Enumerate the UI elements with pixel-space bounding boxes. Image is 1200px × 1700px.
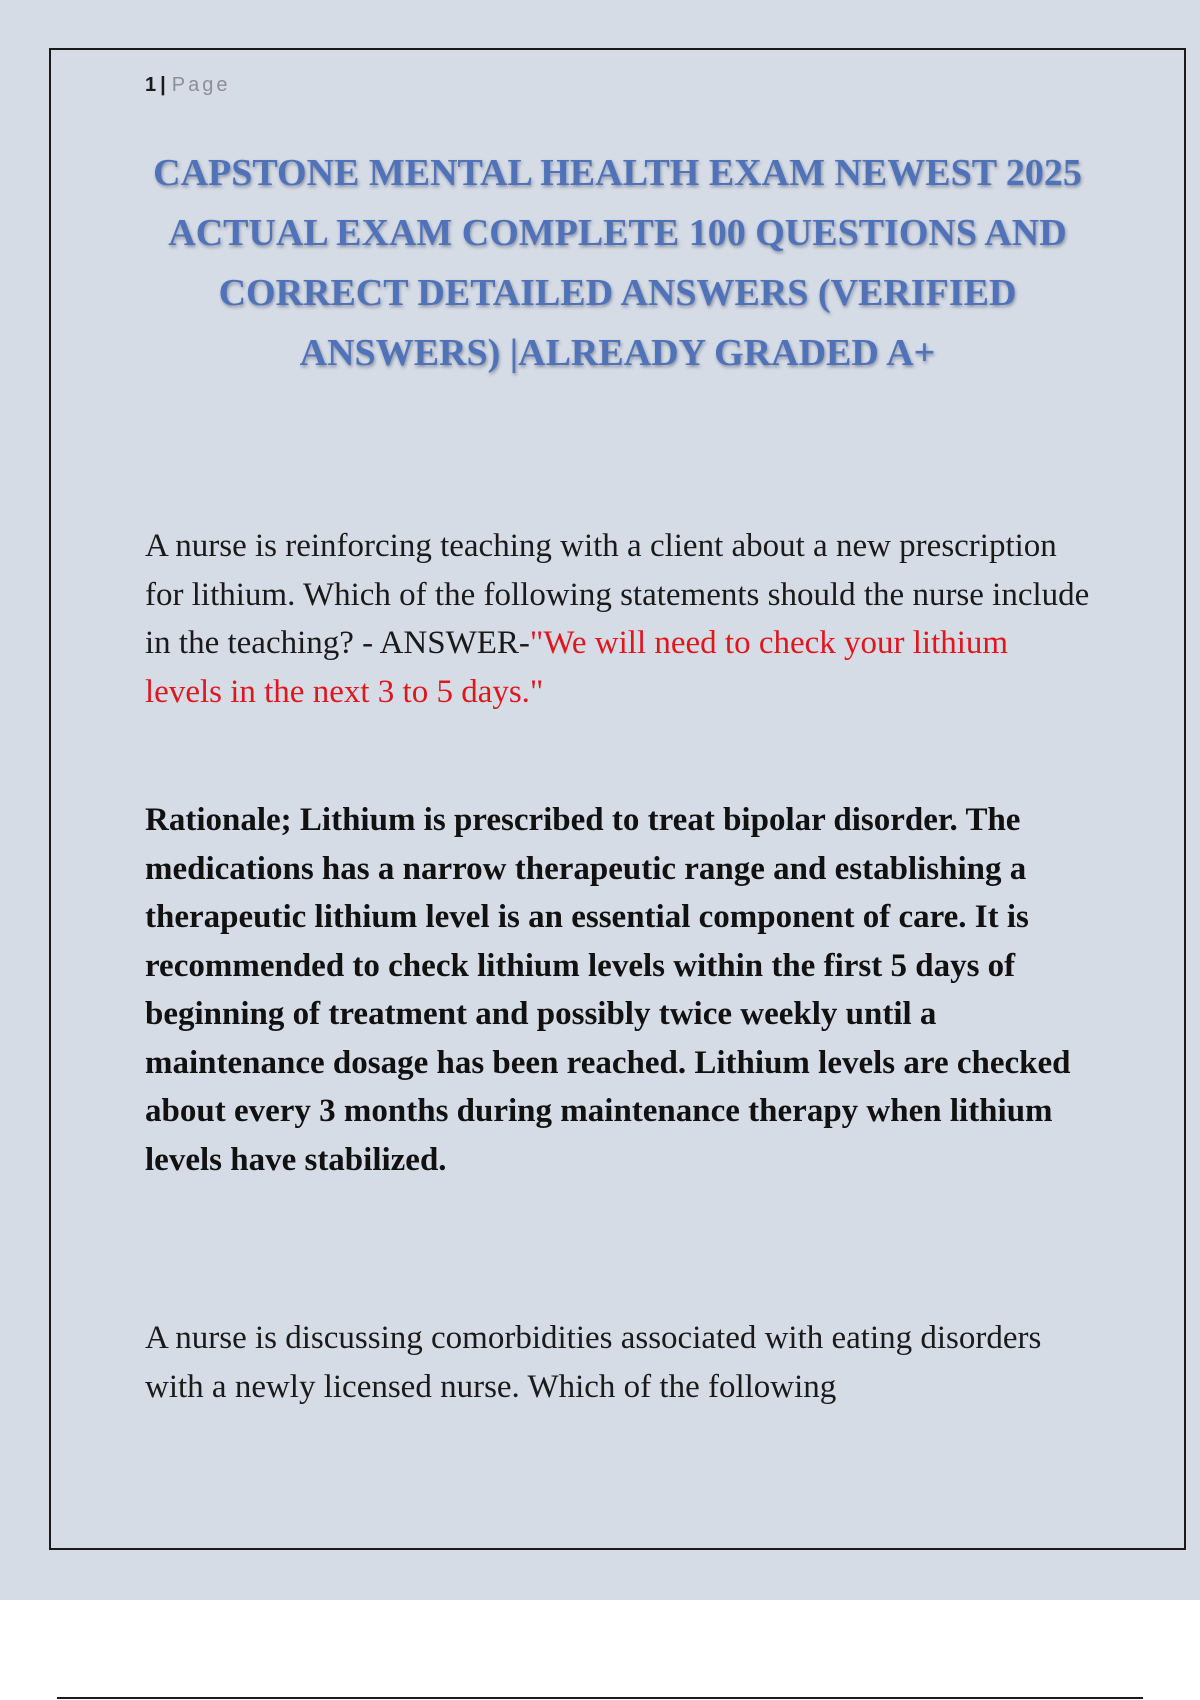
question-1-text: A nurse is reinforcing teaching with a client about a new prescription for lithium. Which of the following statements should the nurse include in the teaching? - ANSWER-	[145, 528, 1090, 661]
page-separator: |	[160, 74, 166, 96]
page-label: Page	[171, 74, 231, 96]
question-1	[145, 522, 1090, 716]
document-title: CAPSTONE MENTAL HEALTH EXAM NEWEST 2025 ACTUAL EXAM COMPLETE 100 QUESTIONS AND CORRECT DETAILED ANSWERS (VERIFIED ANSWERS) |ALREADY GRADED A+	[153, 152, 1082, 374]
page-number: 1	[145, 74, 157, 96]
page-number-header	[145, 74, 230, 97]
question-2	[145, 1314, 1090, 1411]
question-1-rationale: Rationale; Lithium is prescribed to treat bipolar disorder. The medications has a narrow therapeutic range and establishing a therapeutic lithium level is an essential component of care. It is recommended to check lithium levels within the first 5 days of beginning of treatment and possibly twice weekly until a maintenance dosage has been reached. Lithium levels are checked about every 3 months during maintenance therapy when lithium levels have stabilized.	[145, 802, 1071, 1178]
footer-rule	[57, 1697, 1143, 1699]
question-1-answer: "We will need to check your lithium levels in the next 3 to 5 days."	[145, 625, 1009, 710]
question-2-text: A nurse is discussing comorbidities associated with eating disorders with a newly licensed nurse. Which of the following	[145, 1320, 1042, 1405]
